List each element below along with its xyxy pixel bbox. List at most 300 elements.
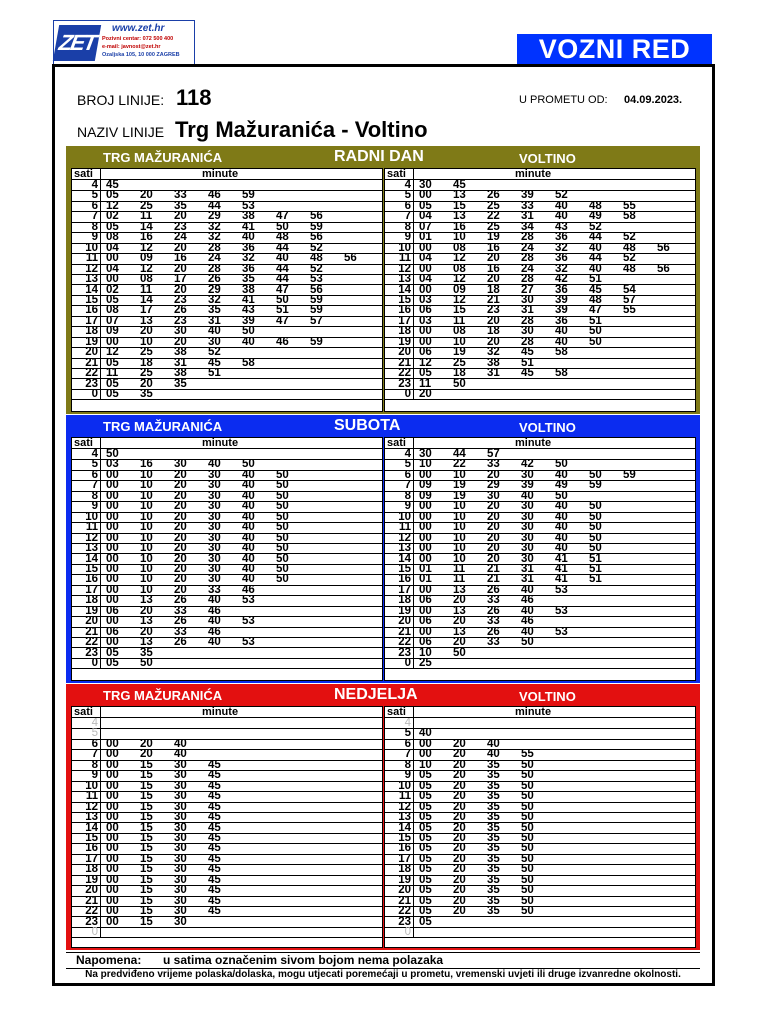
- hour-cell: 16: [398, 574, 411, 586]
- hour-cell: 9: [404, 501, 411, 513]
- minute-cell: 45: [208, 843, 221, 855]
- minute-cell: 43: [242, 305, 255, 317]
- minute-cell: 40: [521, 490, 534, 502]
- minute-cell: 05: [106, 221, 119, 233]
- minute-cell: 45: [208, 874, 221, 886]
- minute-cell: 44: [589, 232, 602, 244]
- minute-cell: 28: [521, 232, 534, 244]
- minute-cell: 20: [174, 211, 187, 223]
- minute-cell: 10: [419, 459, 432, 471]
- minute-cell: 03: [419, 294, 432, 306]
- destination-stop-label: VOLTINO: [519, 151, 576, 166]
- minute-cell: 30: [174, 874, 187, 886]
- minute-cell: 39: [555, 305, 568, 317]
- hour-cell: 18: [398, 595, 411, 607]
- hour-cell: 11: [85, 522, 98, 534]
- minute-cell: 09: [419, 490, 432, 502]
- hour-cell: 23: [398, 647, 411, 659]
- minute-cell: 36: [555, 284, 568, 296]
- minute-cell: 20: [453, 853, 466, 865]
- minute-cell: 20: [487, 253, 500, 265]
- hour-cell: 9: [404, 232, 411, 244]
- hour-cell: 20: [398, 885, 411, 897]
- minute-cell: 15: [140, 791, 153, 803]
- hour-cell: 14: [85, 284, 98, 296]
- minute-cell: 20: [487, 274, 500, 286]
- hour-cell: 6: [404, 469, 411, 481]
- minute-cell: 30: [208, 543, 221, 555]
- minute-cell: 20: [453, 759, 466, 771]
- hour-cell: 17: [85, 584, 98, 596]
- minute-cell: 20: [453, 801, 466, 813]
- minute-cell: 20: [453, 791, 466, 803]
- minute-cell: 00: [419, 543, 432, 555]
- minute-cell: 10: [453, 511, 466, 523]
- minute-cell: 42: [521, 459, 534, 471]
- minute-cell: 26: [208, 274, 221, 286]
- minute-cell: 10: [453, 543, 466, 555]
- minute-cell: 25: [419, 658, 432, 669]
- minute-cell: 05: [106, 378, 119, 390]
- minute-cell: 40: [555, 522, 568, 534]
- hour-cell: 4: [404, 718, 411, 729]
- minute-cell: 45: [106, 180, 119, 191]
- minute-cell: 13: [453, 211, 466, 223]
- hour-cell: 9: [91, 232, 98, 244]
- minute-cell: 15: [140, 832, 153, 844]
- minute-cell: 32: [242, 253, 255, 265]
- minute-cell: 53: [242, 616, 255, 628]
- minute-cell: 50: [276, 532, 289, 544]
- minute-cell: 44: [276, 263, 289, 275]
- hour-cell: 6: [91, 469, 98, 481]
- minute-cell: 24: [208, 253, 221, 265]
- minute-cell: 45: [208, 832, 221, 844]
- minute-cell: 12: [106, 347, 119, 359]
- minute-cell: 55: [623, 305, 636, 317]
- minute-cell: 50: [276, 563, 289, 575]
- minute-cell: 20: [487, 532, 500, 544]
- minute-cell: 20: [174, 501, 187, 513]
- minute-cell: 00: [106, 469, 119, 481]
- minute-cell: 05: [419, 791, 432, 803]
- minute-cell: 40: [242, 232, 255, 244]
- hour-cell: 8: [91, 221, 98, 233]
- minute-cell: 05: [419, 864, 432, 876]
- column-header: [385, 169, 695, 180]
- section-header: [66, 146, 700, 168]
- timetable-row: [72, 389, 382, 400]
- minute-cell: 50: [521, 853, 534, 865]
- minute-cell: 10: [140, 563, 153, 575]
- minute-cell: 50: [276, 490, 289, 502]
- hour-cell: 8: [91, 490, 98, 502]
- minute-cell: 00: [106, 274, 119, 286]
- hour-cell: 17: [85, 315, 98, 327]
- minute-cell: 00: [106, 532, 119, 544]
- minute-cell: 10: [453, 522, 466, 534]
- minute-cell: 20: [174, 553, 187, 565]
- minute-cell: 24: [174, 232, 187, 244]
- minute-cell: 51: [521, 357, 534, 369]
- minute-cell: 08: [453, 263, 466, 275]
- minute-cell: 45: [208, 906, 221, 918]
- minute-cell: 10: [453, 501, 466, 513]
- hour-cell: 16: [398, 305, 411, 317]
- minute-cell: 45: [208, 770, 221, 782]
- minute-cell: 15: [453, 305, 466, 317]
- minute-cell: 05: [419, 916, 432, 928]
- minute-cell: 40: [242, 336, 255, 348]
- minute-cell: 45: [208, 885, 221, 897]
- minute-cell: 55: [521, 749, 534, 761]
- minute-cell: 13: [140, 616, 153, 628]
- minute-cell: 51: [208, 368, 221, 380]
- minute-cell: 53: [310, 274, 323, 286]
- minute-cell: 50: [589, 522, 602, 534]
- minute-cell: 10: [453, 469, 466, 481]
- minute-cell: 47: [276, 211, 289, 223]
- minute-cell: 56: [310, 232, 323, 244]
- minute-cell: 40: [242, 490, 255, 502]
- minute-cell: 50: [140, 658, 153, 669]
- minute-cell: 40: [555, 543, 568, 555]
- hour-cell: 22: [398, 637, 411, 649]
- minute-cell: 13: [140, 637, 153, 649]
- minute-cell: 15: [140, 906, 153, 918]
- minute-cell: 16: [487, 242, 500, 254]
- minute-cell: 00: [419, 469, 432, 481]
- minute-cell: 00: [419, 326, 432, 338]
- minute-cell: 40: [555, 211, 568, 223]
- minute-cell: 41: [555, 553, 568, 565]
- minutes-column-label: minute: [515, 437, 552, 449]
- minute-cell: 00: [106, 511, 119, 523]
- hour-cell: 15: [85, 294, 98, 306]
- minute-cell: 11: [453, 574, 466, 586]
- minute-cell: 45: [208, 812, 221, 824]
- hour-cell: 19: [85, 605, 98, 617]
- minute-cell: 20: [174, 480, 187, 492]
- minute-cell: 00: [419, 522, 432, 534]
- minute-cell: 48: [589, 294, 602, 306]
- minute-cell: 40: [242, 563, 255, 575]
- hour-cell: 11: [85, 253, 98, 265]
- hour-cell: 21: [85, 357, 98, 369]
- section-header: [66, 684, 700, 706]
- section-title: SUBOTA: [334, 417, 401, 434]
- minute-cell: 12: [453, 294, 466, 306]
- minute-cell: 50: [276, 501, 289, 513]
- minute-cell: 50: [555, 459, 568, 471]
- minute-cell: 20: [453, 906, 466, 918]
- minute-cell: 31: [487, 368, 500, 380]
- minute-cell: 30: [174, 822, 187, 834]
- minute-cell: 05: [419, 832, 432, 844]
- minute-cell: 46: [521, 595, 534, 607]
- minute-cell: 42: [555, 274, 568, 286]
- minute-cell: 23: [487, 305, 500, 317]
- minute-cell: 01: [419, 563, 432, 575]
- minute-cell: 35: [487, 822, 500, 834]
- minute-cell: 50: [589, 469, 602, 481]
- website-text: www.zet.hr: [112, 23, 165, 34]
- minute-cell: 05: [106, 647, 119, 659]
- hour-cell: 5: [404, 728, 411, 740]
- minute-cell: 11: [453, 563, 466, 575]
- minute-cell: 20: [174, 532, 187, 544]
- minute-cell: 06: [419, 637, 432, 649]
- minute-cell: 04: [106, 242, 119, 254]
- minute-cell: 20: [487, 543, 500, 555]
- minute-cell: 38: [487, 357, 500, 369]
- minute-cell: 00: [106, 916, 119, 928]
- hour-cell: 0: [404, 927, 411, 938]
- minute-cell: 06: [419, 347, 432, 359]
- minute-cell: 31: [521, 211, 534, 223]
- valid-from-label: U PROMETU OD:: [519, 94, 608, 106]
- hour-cell: 13: [85, 812, 98, 824]
- minute-cell: 00: [419, 532, 432, 544]
- minute-cell: 00: [106, 749, 119, 761]
- minute-cell: 20: [453, 812, 466, 824]
- hour-cell: 7: [404, 749, 411, 761]
- minute-cell: 40: [208, 616, 221, 628]
- minute-cell: 52: [310, 242, 323, 254]
- minute-cell: 46: [521, 616, 534, 628]
- hour-cell: 5: [91, 459, 98, 471]
- minute-cell: 40: [242, 501, 255, 513]
- minute-cell: 45: [521, 347, 534, 359]
- minute-cell: 50: [521, 906, 534, 918]
- minute-cell: 20: [140, 190, 153, 202]
- minute-cell: 38: [242, 284, 255, 296]
- minute-cell: 04: [419, 253, 432, 265]
- minute-cell: 09: [106, 326, 119, 338]
- minute-cell: 30: [208, 553, 221, 565]
- column-header: [72, 438, 382, 449]
- hour-cell: 19: [398, 605, 411, 617]
- minute-cell: 00: [106, 843, 119, 855]
- minute-cell: 05: [106, 658, 119, 669]
- minute-cell: 00: [106, 801, 119, 813]
- origin-stop-label: TRG MAŽURANIĆA: [103, 688, 223, 703]
- minute-cell: 51: [589, 574, 602, 586]
- minute-cell: 06: [419, 595, 432, 607]
- minute-cell: 20: [140, 378, 153, 390]
- minute-cell: 36: [555, 232, 568, 244]
- minute-cell: 26: [174, 637, 187, 649]
- minute-cell: 33: [487, 616, 500, 628]
- minute-cell: 00: [106, 895, 119, 907]
- minute-cell: 20: [174, 574, 187, 586]
- valid-from-date: 04.09.2023.: [624, 94, 683, 106]
- minute-cell: 40: [276, 253, 289, 265]
- minute-cell: 00: [106, 812, 119, 824]
- minute-cell: 52: [208, 347, 221, 359]
- minute-cell: 00: [106, 616, 119, 628]
- minute-cell: 50: [242, 326, 255, 338]
- minute-cell: 30: [419, 449, 432, 460]
- minute-cell: 40: [521, 626, 534, 638]
- minute-cell: 40: [521, 584, 534, 596]
- minute-cell: 00: [419, 584, 432, 596]
- minute-cell: 15: [140, 822, 153, 834]
- hour-cell: 5: [91, 728, 98, 740]
- origin-stop-label: TRG MAŽURANIĆA: [103, 150, 223, 165]
- minute-cell: 45: [208, 759, 221, 771]
- minute-cell: 20: [419, 389, 432, 400]
- hour-cell: 10: [85, 242, 98, 254]
- minute-cell: 20: [140, 326, 153, 338]
- hour-cell: 19: [398, 336, 411, 348]
- minute-cell: 30: [174, 791, 187, 803]
- minute-cell: 30: [521, 501, 534, 513]
- minute-cell: 12: [140, 263, 153, 275]
- minute-cell: 05: [419, 780, 432, 792]
- hour-cell: 14: [85, 822, 98, 834]
- hour-cell: 6: [404, 200, 411, 212]
- minute-cell: 20: [140, 749, 153, 761]
- hour-cell: 7: [91, 211, 98, 223]
- minute-cell: 20: [487, 336, 500, 348]
- minute-cell: 00: [419, 553, 432, 565]
- minute-cell: 52: [623, 253, 636, 265]
- minute-cell: 20: [174, 490, 187, 502]
- hour-cell: 8: [404, 490, 411, 502]
- minute-cell: 00: [419, 190, 432, 202]
- minute-cell: 46: [242, 584, 255, 596]
- minute-cell: 31: [174, 357, 187, 369]
- minute-cell: 46: [208, 190, 221, 202]
- minute-cell: 10: [453, 553, 466, 565]
- minute-cell: 57: [487, 449, 500, 460]
- minute-cell: 25: [140, 347, 153, 359]
- minute-cell: 13: [453, 626, 466, 638]
- minute-cell: 12: [453, 274, 466, 286]
- hour-cell: 17: [398, 853, 411, 865]
- hour-cell: 21: [398, 895, 411, 907]
- minute-cell: 53: [242, 595, 255, 607]
- hour-cell: 13: [398, 274, 411, 286]
- minute-cell: 50: [521, 812, 534, 824]
- minute-cell: 44: [589, 253, 602, 265]
- minute-cell: 09: [419, 480, 432, 492]
- minute-cell: 00: [106, 791, 119, 803]
- minute-cell: 30: [521, 553, 534, 565]
- minute-cell: 50: [521, 832, 534, 844]
- minute-cell: 22: [487, 211, 500, 223]
- hour-cell: 11: [398, 253, 411, 265]
- minutes-column-label: minute: [202, 437, 239, 449]
- hour-cell: 10: [85, 511, 98, 523]
- minute-cell: 20: [453, 843, 466, 855]
- minute-cell: 50: [589, 326, 602, 338]
- minute-cell: 31: [208, 315, 221, 327]
- minute-cell: 30: [174, 853, 187, 865]
- minute-cell: 10: [140, 584, 153, 596]
- line-number: 118: [176, 85, 212, 110]
- section-header: [66, 415, 700, 437]
- hour-cell: 22: [85, 637, 98, 649]
- minute-cell: 35: [487, 906, 500, 918]
- minute-cell: 20: [487, 501, 500, 513]
- minutes-column-label: minute: [515, 168, 552, 180]
- minute-cell: 48: [623, 263, 636, 275]
- minute-cell: 20: [453, 864, 466, 876]
- minute-cell: 54: [623, 284, 636, 296]
- minute-cell: 14: [140, 221, 153, 233]
- minute-cell: 30: [174, 895, 187, 907]
- minute-cell: 50: [589, 532, 602, 544]
- minute-cell: 53: [242, 637, 255, 649]
- destination-stop-label: VOLTINO: [519, 689, 576, 704]
- hour-cell: 15: [85, 563, 98, 575]
- hour-cell: 0: [404, 389, 411, 400]
- minute-cell: 12: [419, 357, 432, 369]
- minute-cell: 02: [106, 211, 119, 223]
- minute-cell: 30: [174, 843, 187, 855]
- minute-cell: 46: [276, 336, 289, 348]
- minute-cell: 05: [419, 885, 432, 897]
- minute-cell: 35: [208, 305, 221, 317]
- minute-cell: 31: [521, 563, 534, 575]
- minute-cell: 34: [521, 221, 534, 233]
- minute-cell: 30: [208, 490, 221, 502]
- minute-cell: 40: [242, 574, 255, 586]
- minute-cell: 17: [174, 274, 187, 286]
- hour-cell: 4: [91, 718, 98, 729]
- minute-cell: 25: [453, 357, 466, 369]
- minute-cell: 52: [555, 190, 568, 202]
- minute-cell: 05: [419, 368, 432, 380]
- minute-cell: 05: [419, 874, 432, 886]
- hour-cell: 8: [404, 221, 411, 233]
- minute-cell: 48: [589, 200, 602, 212]
- hour-cell: 21: [85, 895, 98, 907]
- timetable-left-panel: [71, 706, 383, 948]
- minute-cell: 00: [106, 822, 119, 834]
- minute-cell: 50: [521, 759, 534, 771]
- minute-cell: 35: [487, 843, 500, 855]
- minute-cell: 29: [208, 284, 221, 296]
- minute-cell: 36: [555, 315, 568, 327]
- minute-cell: 03: [419, 315, 432, 327]
- minute-cell: 00: [106, 770, 119, 782]
- minute-cell: 00: [106, 336, 119, 348]
- minute-cell: 30: [208, 501, 221, 513]
- minute-cell: 09: [453, 284, 466, 296]
- minute-cell: 24: [521, 263, 534, 275]
- hour-cell: 4: [91, 449, 98, 460]
- minute-cell: 13: [453, 605, 466, 617]
- hour-cell: 15: [398, 563, 411, 575]
- hours-column-label: sati: [74, 437, 93, 449]
- minute-cell: 26: [174, 305, 187, 317]
- minute-cell: 56: [310, 284, 323, 296]
- minute-cell: 11: [140, 284, 153, 296]
- minute-cell: 32: [555, 263, 568, 275]
- minute-cell: 52: [589, 221, 602, 233]
- minute-cell: 59: [310, 336, 323, 348]
- destination-stop-label: VOLTINO: [519, 420, 576, 435]
- minute-cell: 05: [106, 294, 119, 306]
- hour-cell: 20: [85, 885, 98, 897]
- minute-cell: 30: [174, 864, 187, 876]
- minute-cell: 26: [487, 605, 500, 617]
- minute-cell: 50: [521, 801, 534, 813]
- note-text: u satima označenim sivom bojom nema polazaka: [163, 953, 444, 967]
